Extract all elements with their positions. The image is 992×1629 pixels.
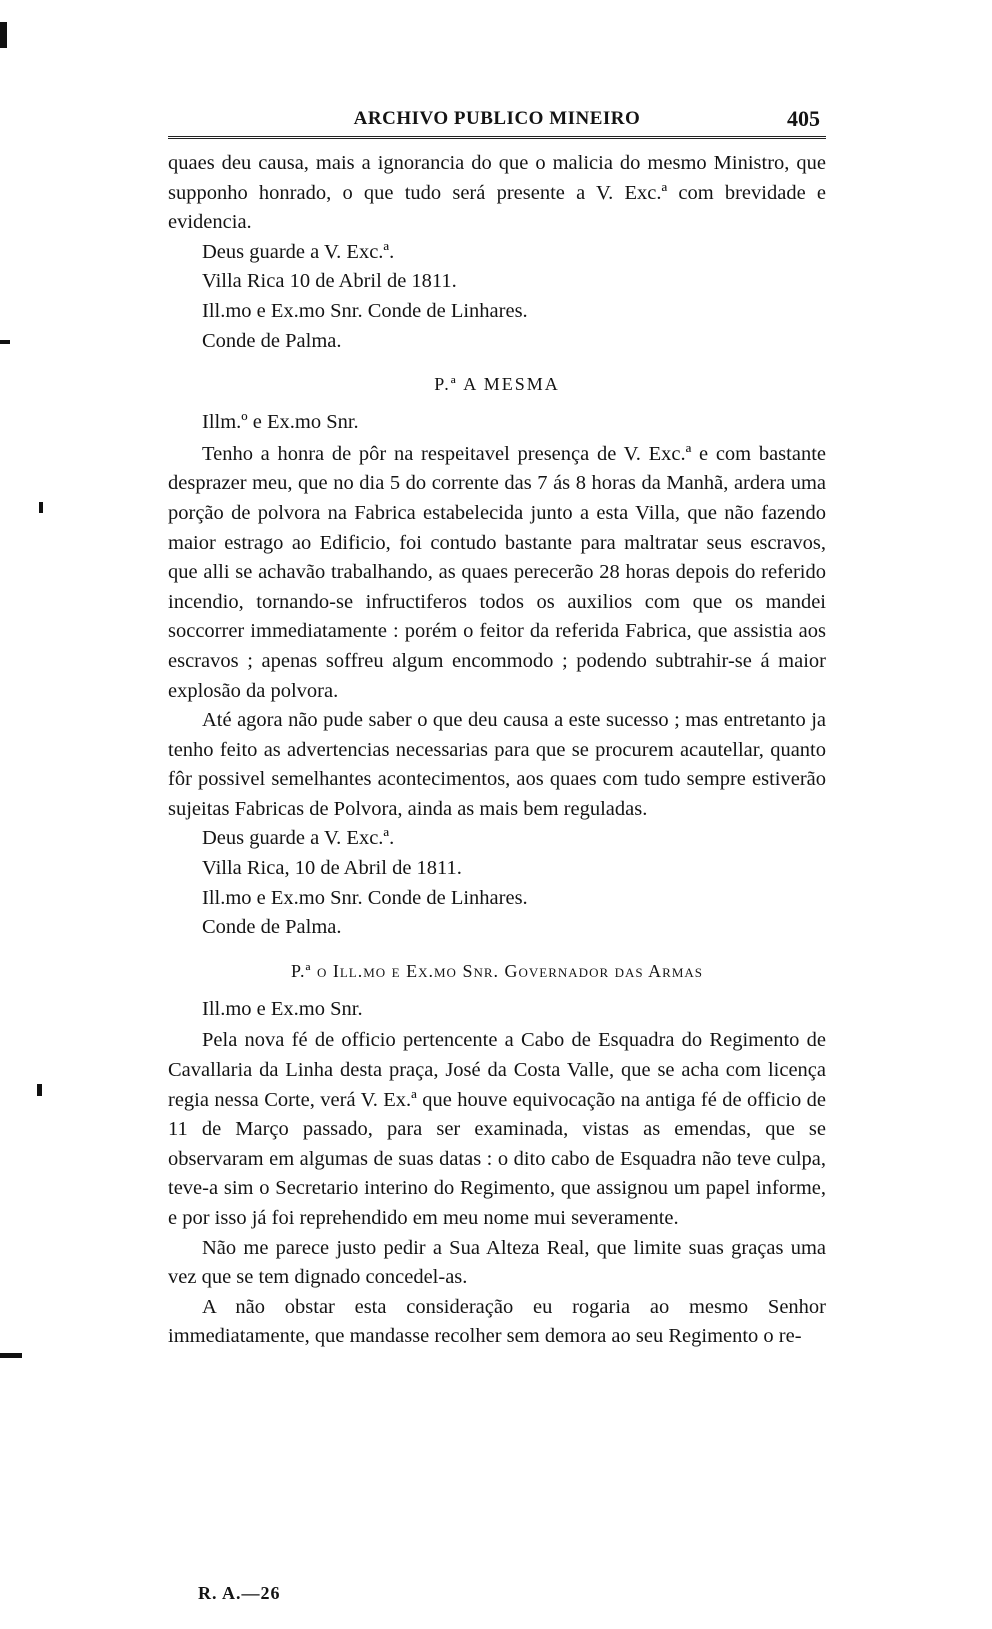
letter-2-heading: P.ª A MESMA (434, 374, 560, 395)
letter-3-salutation: Ill.mo e Ex.mo Snr. (202, 997, 363, 1020)
letter-2 (168, 370, 826, 943)
letter-1-closing: Deus guarde a V. Exc.ª. (202, 240, 395, 263)
letter-1 (168, 149, 826, 356)
letter-3-heading: P.ª o Ill.mo e Ex.mo Snr. Governador das Armas (290, 960, 703, 981)
printer-signature-mark: R. A.—26 (198, 1583, 281, 1603)
page-number: 405 (787, 106, 820, 131)
letter-2-closing: Deus guarde a V. Exc.ª. (202, 827, 395, 850)
running-head-title: ARCHIVO PUBLICO MINEIRO (353, 108, 641, 129)
scan-mark-left-1 (0, 340, 10, 344)
letter-3-paragraph-2: Não me parece justo pedir a Sua Alteza Real, que limite suas graças uma vez que se tem dignado concedel-as. (168, 1236, 826, 1289)
scan-mark-top-left (0, 22, 7, 48)
letter-2-paragraph-2: Até agora não pude saber o que deu causa a este sucesso ; mas entretanto ja tenho feito as advertencias necessarias para que se procurem acautellar, quanto fôr possivel semelhantes acontecimentos, aos quaes com tudo sempre estiverão sujeitas Fabricas de Polvora, ainda as mais bem reguladas. (168, 709, 826, 820)
letter-3-paragraph-1: Pela nova fé de officio pertencente a Cabo de Esquadra do Regimento de Cavallaria da Linha desta praça, José da Costa Valle, que se acha com licença regia nessa Corte, verá V. Ex.ª que houve equivocação na antiga fé de officio de 11 de Março passado, para ser examinada, vistas as emendas, que se observaram em algumas de suas datas : o dito cabo de Esquadra não teve culpa, teve-a sim o Secretario interino do Regimento, que assignou um papel informe, e por isso já foi reprehendido em meu nome mui severamente. (168, 1029, 826, 1229)
letter-2-paragraph-1: Tenho a honra de pôr na respeitavel presença de V. Exc.ª e com bastante desprazer meu, que no dia 5 do corrente das 7 ás 8 horas da Manhã, ardera uma porção de polvora na Fabrica estabelecida junto a esta Villa, que não fazendo maior estrago ao Edificio, foi contudo bastante para maltratar seus escravos, que alli se achavão trabalhando, as quaes perecerão 28 horas depois do referido incendio, tornando-se infructiferos todos os auxilios com que os mandei soccorrer immediatamente : porém o feitor da referida Fabrica, que assistia aos escravos ; apenas soffreu algum encommodo ; podendo subtrahir-se á maior explosão da polvora. (168, 442, 826, 702)
scan-mark-left-3 (37, 1084, 42, 1096)
letter-1-place-date: Villa Rica 10 de Abril de 1811. (202, 270, 457, 293)
letter-2-signature: Conde de Palma. (202, 916, 342, 939)
document-page (168, 100, 826, 1352)
scan-mark-left-2 (39, 502, 43, 513)
scan-mark-left-4 (0, 1353, 22, 1358)
letter-2-addressee: Ill.mo e Ex.mo Snr. Conde de Linhares. (202, 886, 528, 909)
letter-1-continuation: quaes deu causa, mais a ignorancia do que o malicia do mesmo Ministro, que supponho honrado, o que tudo será presente a V. Exc.ª com brevidade e evidencia. (168, 152, 826, 234)
running-head (168, 100, 826, 139)
letter-3-paragraph-3: A não obstar esta consideração eu rogaria ao mesmo Senhor immediatamente, que mandasse recolher sem demora ao seu Regimento o re- (168, 1295, 826, 1348)
letter-1-addressee: Ill.mo e Ex.mo Snr. Conde de Linhares. (202, 299, 528, 322)
letter-3 (168, 957, 826, 1352)
letter-2-place-date: Villa Rica, 10 de Abril de 1811. (202, 857, 462, 880)
letter-2-salutation: Illm.º e Ex.mo Snr. (202, 411, 359, 434)
letter-1-signature: Conde de Palma. (202, 329, 342, 352)
